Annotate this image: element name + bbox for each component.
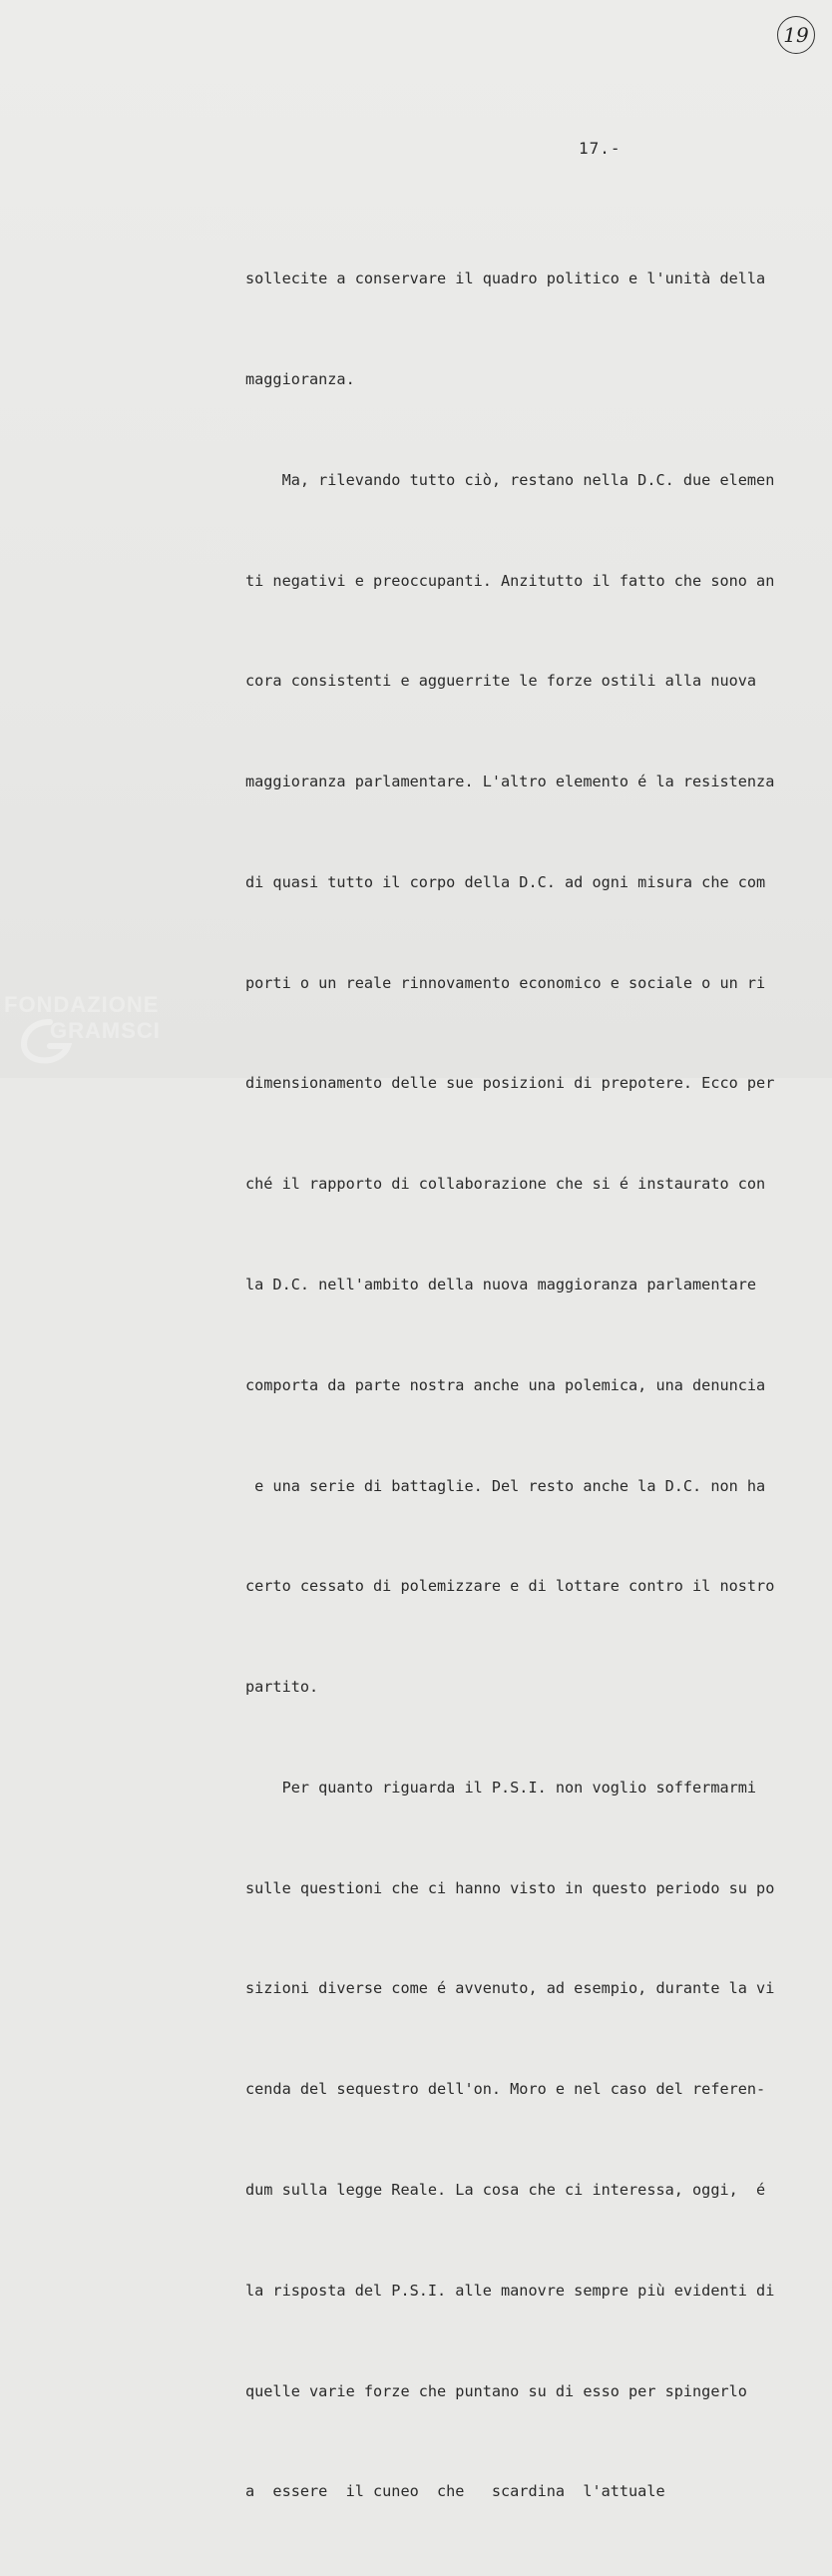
text-line: cenda del sequestro dell'on. Moro e nel caso del referen-	[245, 2080, 766, 2099]
text-line: ché il rapporto di collaborazione che si é instaurato con	[245, 1175, 766, 1194]
text-line: certo cessato di polemizzare e di lottare contro il nostro	[245, 1577, 775, 1596]
fondazione-gramsci-watermark	[0, 988, 219, 1068]
text-line: sollecite a conservare il quadro politico e l'unità della	[245, 269, 766, 288]
typed-body-text	[245, 196, 824, 2576]
text-line: la D.C. nell'ambito della nuova maggioranza parlamentare	[245, 1276, 757, 1293]
text-line: cora consistenti e agguerrite le forze ostili alla nuova	[245, 672, 757, 691]
text-line: Ma, rilevando tutto ciò, restano nella D.C. due elemen	[245, 470, 775, 489]
text-line: dum sulla legge Reale. La cosa che ci interessa, oggi, é	[245, 2181, 766, 2200]
text-line: a essere il cuneo che scardina l'attuale	[245, 2482, 665, 2501]
text-line: sulle questioni che ci hanno visto in questo periodo su po	[245, 1878, 775, 1897]
text-line: ti negativi e preoccupanti. Anzitutto il fatto che sono an	[245, 571, 775, 590]
watermark-line-2: GRAMSCI	[50, 1018, 161, 1043]
text-line: sizioni diverse come é avvenuto, ad esempio, durante la vi	[245, 1979, 775, 1998]
typed-page-number: 17.-	[579, 139, 622, 158]
text-line: dimensionamento delle sue posizioni di prepotere. Ecco per	[245, 1074, 775, 1093]
watermark-line-1: FONDAZIONE	[4, 992, 160, 1017]
text-line: quelle varie forze che puntano su di esso per spingerlo	[245, 2381, 747, 2400]
text-line: maggioranza parlamentare. L'altro elemento é la resistenza	[245, 773, 775, 791]
text-line: maggioranza.	[245, 369, 355, 388]
text-line: la risposta del P.S.I. alle manovre sempre più evidenti di	[245, 2281, 775, 2300]
text-line: di quasi tutto il corpo della D.C. ad ogni misura che com	[245, 872, 766, 891]
text-line: e una serie di battaglie. Del resto anche la D.C. non ha	[245, 1476, 766, 1495]
archive-page-stamp	[777, 16, 815, 54]
text-line: comporta da parte nostra anche una polemica, una denuncia	[245, 1375, 766, 1394]
text-line: partito.	[245, 1678, 319, 1697]
text-line: porti o un reale rinnovamento economico e sociale o un ri	[245, 973, 766, 992]
text-line: Per quanto riguarda il P.S.I. non voglio soffermarmi	[245, 1778, 757, 1797]
archive-page-stamp-number: 19	[783, 23, 809, 47]
